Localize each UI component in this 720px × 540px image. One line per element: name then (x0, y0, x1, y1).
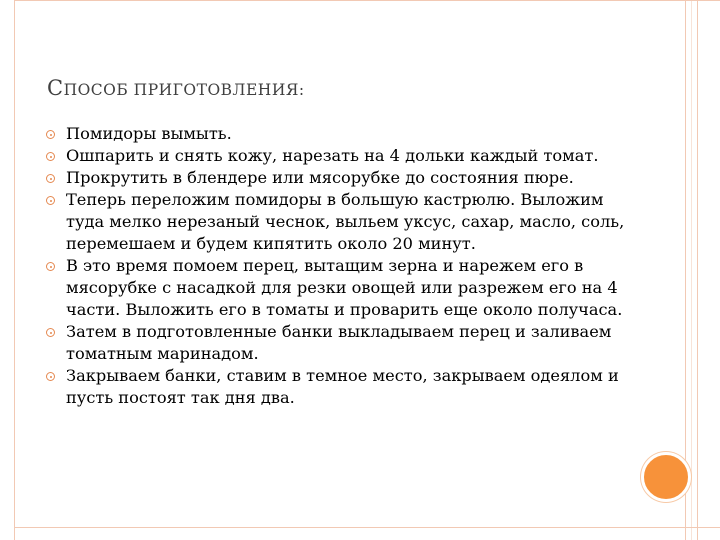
list-item (46, 123, 626, 145)
bullet-icon (46, 152, 55, 161)
decorative-orange-circle (641, 452, 691, 502)
list-item-text: Прокрутить в блендере или мясорубке до состояния пюре. (66, 168, 574, 187)
list-item-text: Закрываем банки, ставим в темное место, закрываем одеялом и пусть постоят так дня два. (66, 366, 619, 407)
list-item-text: Помидоры вымыть. (66, 124, 232, 143)
list-item (46, 255, 626, 321)
slide-title (47, 76, 305, 100)
recipe-steps-list (46, 123, 626, 409)
list-item-text: Затем в подготовленные банки выкладываем перец и заливаем томатным маринадом. (66, 322, 612, 363)
slide-title-initial: С (47, 76, 64, 100)
list-item-text: Ошпарить и снять кожу, нарезать на 4 дольки каждый томат. (66, 146, 599, 165)
slide-title-rest: ПОСОБ ПРИГОТОВЛЕНИЯ: (63, 81, 305, 99)
frame-right-line-thin (691, 0, 692, 540)
frame-top-line (14, 0, 720, 1)
list-item (46, 145, 626, 167)
list-item (46, 365, 626, 409)
list-item (46, 321, 626, 365)
list-item-text: В это время помоем перец, вытащим зерна и нарежем его в мясорубке с насадкой для резки овощей или разрежем его на 4 части. Выложить его в томаты и проварить еще около получаса. (66, 256, 623, 319)
list-item (46, 167, 626, 189)
bullet-icon (46, 372, 55, 381)
frame-bottom-line (14, 527, 720, 528)
frame-right-line-outer (697, 0, 698, 540)
frame-left-line (14, 0, 15, 540)
bullet-icon (46, 262, 55, 271)
bullet-icon (46, 328, 55, 337)
bullet-icon (46, 130, 55, 139)
list-item-text: Теперь переложим помидоры в большую кастрюлю. Выложим туда мелко нерезаный чеснок, выльем уксус, сахар, масло, соль, перемешаем и будем кипятить около 20 минут. (66, 190, 625, 253)
bullet-icon (46, 174, 55, 183)
frame-right-line-inner (685, 0, 686, 540)
bullet-icon (46, 196, 55, 205)
list-item (46, 189, 626, 255)
